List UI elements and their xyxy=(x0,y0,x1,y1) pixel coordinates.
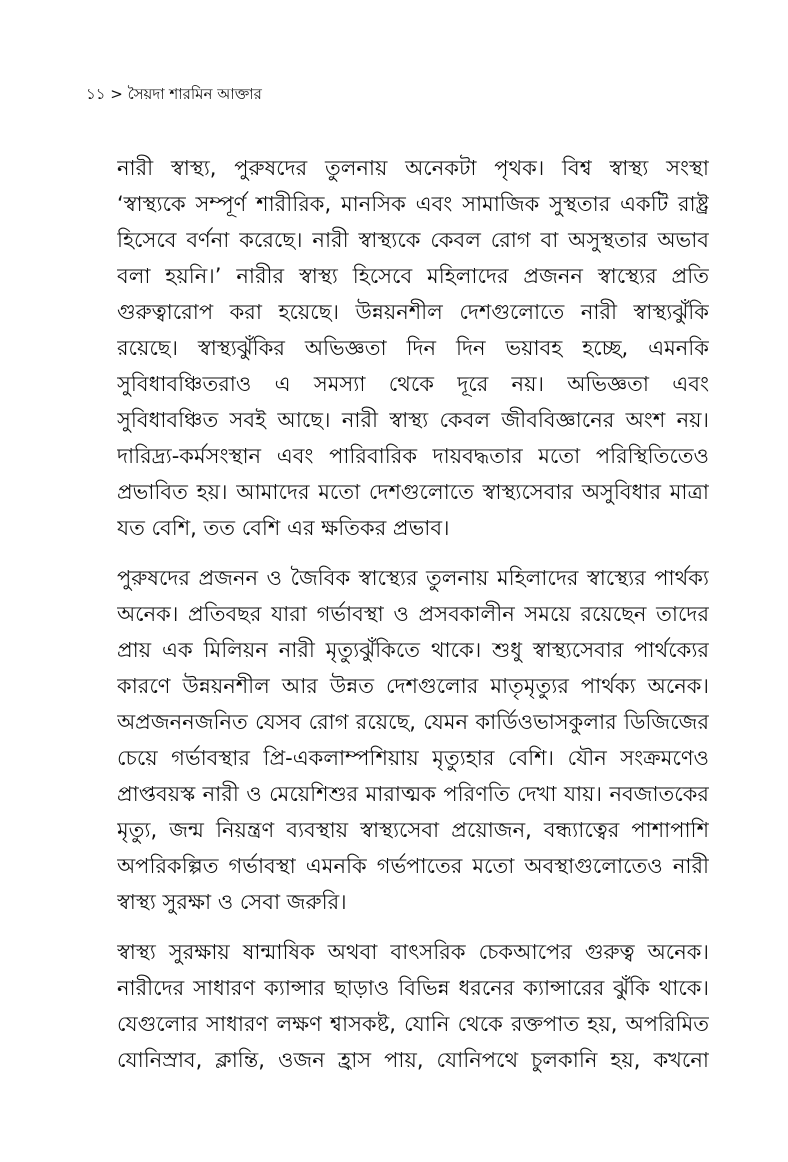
text-line: দারিদ্র্য-কর্মসংস্থান এবং পারিবারিক দায়বদ্ধতার মতো পরিস্থিতিতেও xyxy=(117,444,709,468)
text-line: চেয়ে গর্ভাবস্থার প্রি-একলাম্পশিয়ায় মৃত্যুহার বেশি। যৌন সংক্রমণেও xyxy=(117,746,709,770)
paragraph-1 xyxy=(117,150,709,546)
text-line: অনেক। প্রতিবছর যারা গর্ভাবস্থা ও প্রসবকালীন সময়ে রয়েছেন তাদের xyxy=(117,602,709,626)
text-line: যোনিস্রাব, ক্লান্তি, ওজন হ্রাস পায়, যোনিপথে চুলকানি হয়, কখনো xyxy=(117,1048,709,1072)
text-line: মৃত্যু, জন্ম নিয়ন্ত্রণ ব্যবস্থায় স্বাস্থ্যসেবা প্রয়োজন, বন্ধ্যাত্বের পাশাপাশি xyxy=(117,818,709,842)
text-line: সুবিধাবঞ্চিত সবই আছে। নারী স্বাস্থ্য কেবল জীববিজ্ঞানের অংশ নয়। xyxy=(117,408,709,432)
paragraph-2 xyxy=(117,560,709,920)
text-line: স্বাস্থ্য সুরক্ষা ও সেবা জরুরি। xyxy=(117,890,347,914)
text-line: যত বেশি, তত বেশি এর ক্ষতিকর প্রভাব। xyxy=(117,516,450,540)
text-line: রয়েছে। স্বাস্থ্যঝুঁকির অভিজ্ঞতা দিন দিন ভয়াবহ হচ্ছে, এমনকি xyxy=(117,336,709,360)
text-line: অপরিকল্পিত গর্ভাবস্থা এমনকি গর্ভপাতের মতো অবস্থাগুলোতেও নারী xyxy=(117,854,709,878)
text-line: অপ্রজননজনিত যেসব রোগ রয়েছে, যেমন কার্ডিওভাসকুলার ডিজিজের xyxy=(117,710,709,734)
body-text xyxy=(117,150,709,1092)
text-line: গুরুত্বারোপ করা হয়েছে। উন্নয়নশীল দেশগুলোতে নারী স্বাস্থ্যঝুঁকি xyxy=(117,300,709,324)
text-line: ‘স্বাস্থ্যকে সম্পূর্ণ শারীরিক, মানসিক এবং সামাজিক সুস্থতার একটি রাষ্ট্র xyxy=(117,192,709,216)
text-line: সুবিধাবঞ্চিতরাও এ সমস্যা থেকে দূরে নয়। অভিজ্ঞতা এবং xyxy=(117,372,709,396)
text-line: স্বাস্থ্য সুরক্ষায় ষান্মাষিক অথবা বাৎসরিক চেকআপের গুরুত্ব অনেক। xyxy=(117,940,709,964)
text-line: হিসেবে বর্ণনা করেছে। নারী স্বাস্থ্যকে কেবল রোগ বা অসুস্থতার অভাব xyxy=(117,228,709,252)
text-line: কারণে উন্নয়নশীল আর উন্নত দেশগুলোর মাতৃমৃত্যুর পার্থক্য অনেক। xyxy=(117,674,709,698)
text-line: যেগুলোর সাধারণ লক্ষণ শ্বাসকষ্ট, যোনি থেকে রক্তপাত হয়, অপরিমিত xyxy=(117,1012,709,1036)
running-header: ১১ > সৈয়দা শারমিন আক্তার xyxy=(86,85,262,103)
text-line: পুরুষদের প্রজনন ও জৈবিক স্বাস্থ্যের তুলনায় মহিলাদের স্বাস্থ্যের পার্থক্য xyxy=(117,566,709,590)
text-line: বলা হয়নি।’ নারীর স্বাস্থ্য হিসেবে মহিলাদের প্রজনন স্বাস্থ্যের প্রতি xyxy=(117,264,709,288)
paragraph-3 xyxy=(117,934,709,1078)
text-line: প্রাপ্তবয়স্ক নারী ও মেয়েশিশুর মারাত্মক পরিণতি দেখা যায়। নবজাতকের xyxy=(117,782,709,806)
text-line: প্রভাবিত হয়। আমাদের মতো দেশগুলোতে স্বাস্থ্যসেবার অসুবিধার মাত্রা xyxy=(117,480,709,504)
text-line: নারী স্বাস্থ্য, পুরুষদের তুলনায় অনেকটা পৃথক। বিশ্ব স্বাস্থ্য সংস্থা xyxy=(117,156,709,180)
text-line: নারীদের সাধারণ ক্যান্সার ছাড়াও বিভিন্ন ধরনের ক্যান্সারের ঝুঁকি থাকে। xyxy=(117,976,709,1000)
text-line: প্রায় এক মিলিয়ন নারী মৃত্যুঝুঁকিতে থাকে। শুধু স্বাস্থ্যসেবার পার্থক্যের xyxy=(117,638,709,662)
